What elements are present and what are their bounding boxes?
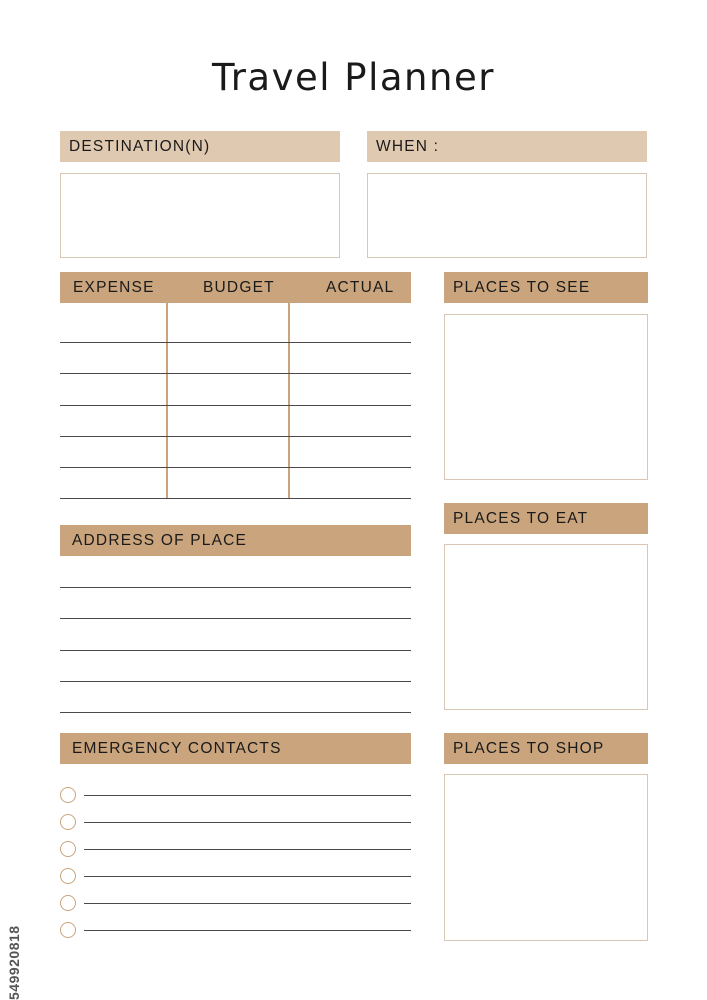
contact-checkbox[interactable] — [60, 922, 76, 938]
when-field[interactable] — [367, 173, 647, 258]
contact-checkbox[interactable] — [60, 814, 76, 830]
destination-header — [60, 131, 340, 162]
places-to-shop-field[interactable] — [444, 774, 648, 941]
places-to-eat-header — [444, 503, 648, 534]
expense-table-divider — [166, 303, 168, 499]
contact-line — [84, 876, 411, 877]
table-row-line — [60, 498, 411, 499]
address-header — [60, 525, 411, 556]
places-to-see-label: PLACES TO SEE — [453, 278, 591, 296]
contact-line — [84, 795, 411, 796]
address-label: ADDRESS OF PLACE — [72, 531, 248, 549]
emergency-contacts-header — [60, 733, 411, 764]
table-row-line — [60, 405, 411, 406]
contact-line — [84, 822, 411, 823]
contact-checkbox[interactable] — [60, 787, 76, 803]
contact-line — [84, 849, 411, 850]
when-label: WHEN : — [376, 137, 440, 155]
places-to-see-header — [444, 272, 648, 303]
contact-checkbox[interactable] — [60, 868, 76, 884]
page-title: Travel Planner — [212, 56, 495, 99]
table-row-line — [60, 342, 411, 343]
budget-column-header: BUDGET — [203, 279, 275, 296]
places-to-eat-field[interactable] — [444, 544, 648, 710]
contact-line — [84, 903, 411, 904]
places-to-shop-label: PLACES TO SHOP — [453, 739, 605, 757]
destination-field[interactable] — [60, 173, 340, 258]
expense-table-header — [60, 272, 411, 303]
actual-column-header: ACTUAL — [326, 279, 395, 296]
address-line — [60, 712, 411, 713]
table-row-line — [60, 373, 411, 374]
places-to-eat-label: PLACES TO EAT — [453, 509, 589, 527]
contact-line — [84, 930, 411, 931]
table-row-line — [60, 436, 411, 437]
stock-id-watermark: 549920818 — [6, 925, 22, 1000]
expense-table-divider — [288, 303, 290, 499]
contact-checkbox[interactable] — [60, 895, 76, 911]
contact-checkbox[interactable] — [60, 841, 76, 857]
places-to-see-field[interactable] — [444, 314, 648, 480]
emergency-contacts-label: EMERGENCY CONTACTS — [72, 739, 282, 757]
address-line — [60, 650, 411, 651]
table-row-line — [60, 467, 411, 468]
places-to-shop-header — [444, 733, 648, 764]
destination-label: DESTINATION(N) — [69, 137, 211, 155]
when-header — [367, 131, 647, 162]
address-line — [60, 618, 411, 619]
address-line — [60, 681, 411, 682]
address-line — [60, 587, 411, 588]
expense-column-header: EXPENSE — [73, 279, 155, 296]
